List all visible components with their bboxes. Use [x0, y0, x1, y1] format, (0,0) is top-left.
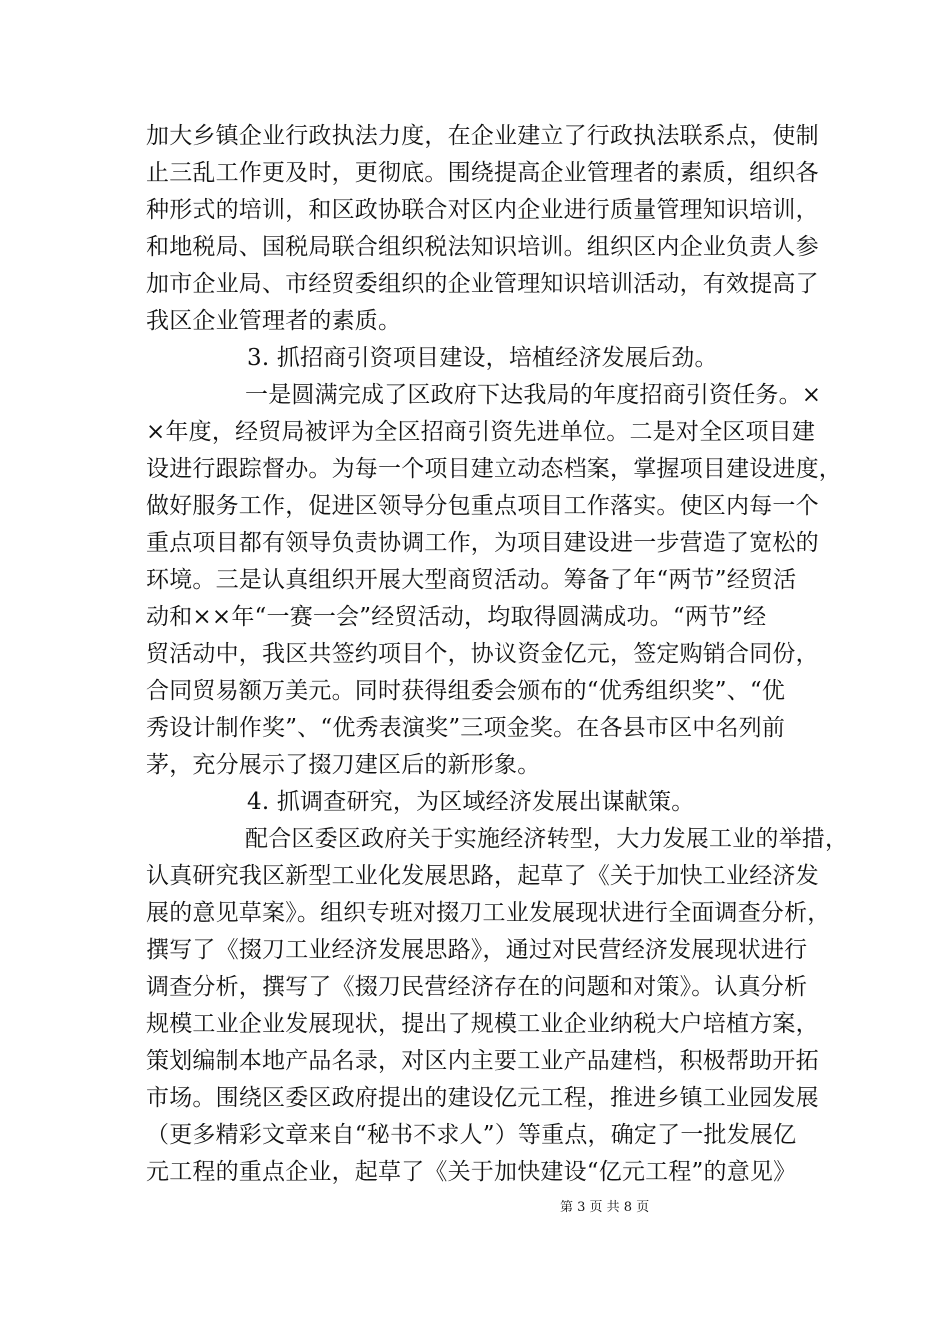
section-heading-4: 4. 抓调查研究，为区域经济发展出谋献策。 [247, 789, 695, 815]
body-line-2: 止三乱工作更及时，更彻底。围绕提高企业管理者的素质，组织各 [146, 160, 819, 186]
body-line-11: 做好服务工作，促进区领导分包重点项目工作落实。使区内每一个 [146, 493, 819, 519]
body-line-14: 动和××年“一赛一会”经贸活动，均取得圆满成功。“两节”经 [146, 604, 767, 630]
body-line-16: 合同贸易额万美元。同时获得组委会颁布的“优秀组织奖”、“优 [146, 678, 786, 704]
section-heading-3: 3. 抓招商引资项目建设，培植经济发展后劲。 [247, 345, 718, 371]
body-line-12: 重点项目都有领导负责协调工作，为项目建设进一步营造了宽松的 [146, 530, 819, 556]
body-line-1: 加大乡镇企业行政执法力度，在企业建立了行政执法联系点，使制 [146, 123, 819, 149]
body-line-21: 认真研究我区新型工业化发展思路，起草了《关于加快工业经济发 [146, 863, 819, 889]
body-line-18: 茅，充分展示了掇刀建区后的新形象。 [146, 752, 541, 778]
body-line-26: 策划编制本地产品名录，对区内主要工业产品建档，积极帮助开拓 [146, 1048, 819, 1074]
body-line-8: 一是圆满完成了区政府下达我局的年度招商引资任务。× [245, 382, 822, 408]
page-footer: 第 3 页 共 8 页 [560, 1200, 650, 1215]
body-line-6: 我区企业管理者的素质。 [146, 308, 402, 334]
body-line-25: 规模工业企业发展现状，提出了规模工业企业纳税大户培植方案， [146, 1011, 819, 1037]
body-line-27: 市场。围绕区委区政府提出的建设亿元工程，推进乡镇工业园发展 [146, 1085, 819, 1111]
body-line-17: 秀设计制作奖”、“优秀表演奖”三项金奖。在各县市区中名列前 [146, 715, 786, 741]
body-line-3: 种形式的培训，和区政协联合对区内企业进行质量管理知识培训， [146, 197, 819, 223]
body-line-15: 贸活动中，我区共签约项目个，协议资金亿元，签定购销合同份， [146, 641, 819, 667]
body-line-10: 设进行跟踪督办。为每一个项目建立动态档案，掌握项目建设进度， [146, 456, 842, 482]
body-line-5: 加市企业局、市经贸委组织的企业管理知识培训活动，有效提高了 [146, 271, 819, 297]
body-line-28: （更多精彩文章来自“秘书不求人”）等重点，确定了一批发展亿 [146, 1122, 797, 1148]
body-line-9: ×年度，经贸局被评为全区招商引资先进单位。二是对全区项目建 [146, 419, 816, 445]
body-line-13: 环境。三是认真组织开展大型商贸活动。筹备了年“两节”经贸活 [146, 567, 797, 593]
body-line-23: 撰写了《掇刀工业经济发展思路》，通过对民营经济发展现状进行 [146, 937, 808, 963]
body-line-22: 展的意见草案》。组织专班对掇刀工业发展现状进行全面调查分析， [146, 900, 831, 926]
body-line-24: 调查分析，撰写了《掇刀民营经济存在的问题和对策》。认真分析 [146, 974, 808, 1000]
body-line-29: 元工程的重点企业，起草了《关于加快建设“亿元工程”的意见》 [146, 1159, 797, 1185]
body-line-20: 配合区委区政府关于实施经济转型，大力发展工业的举措， [245, 826, 849, 852]
body-line-4: 和地税局、国税局联合组织税法知识培训。组织区内企业负责人参 [146, 234, 819, 260]
